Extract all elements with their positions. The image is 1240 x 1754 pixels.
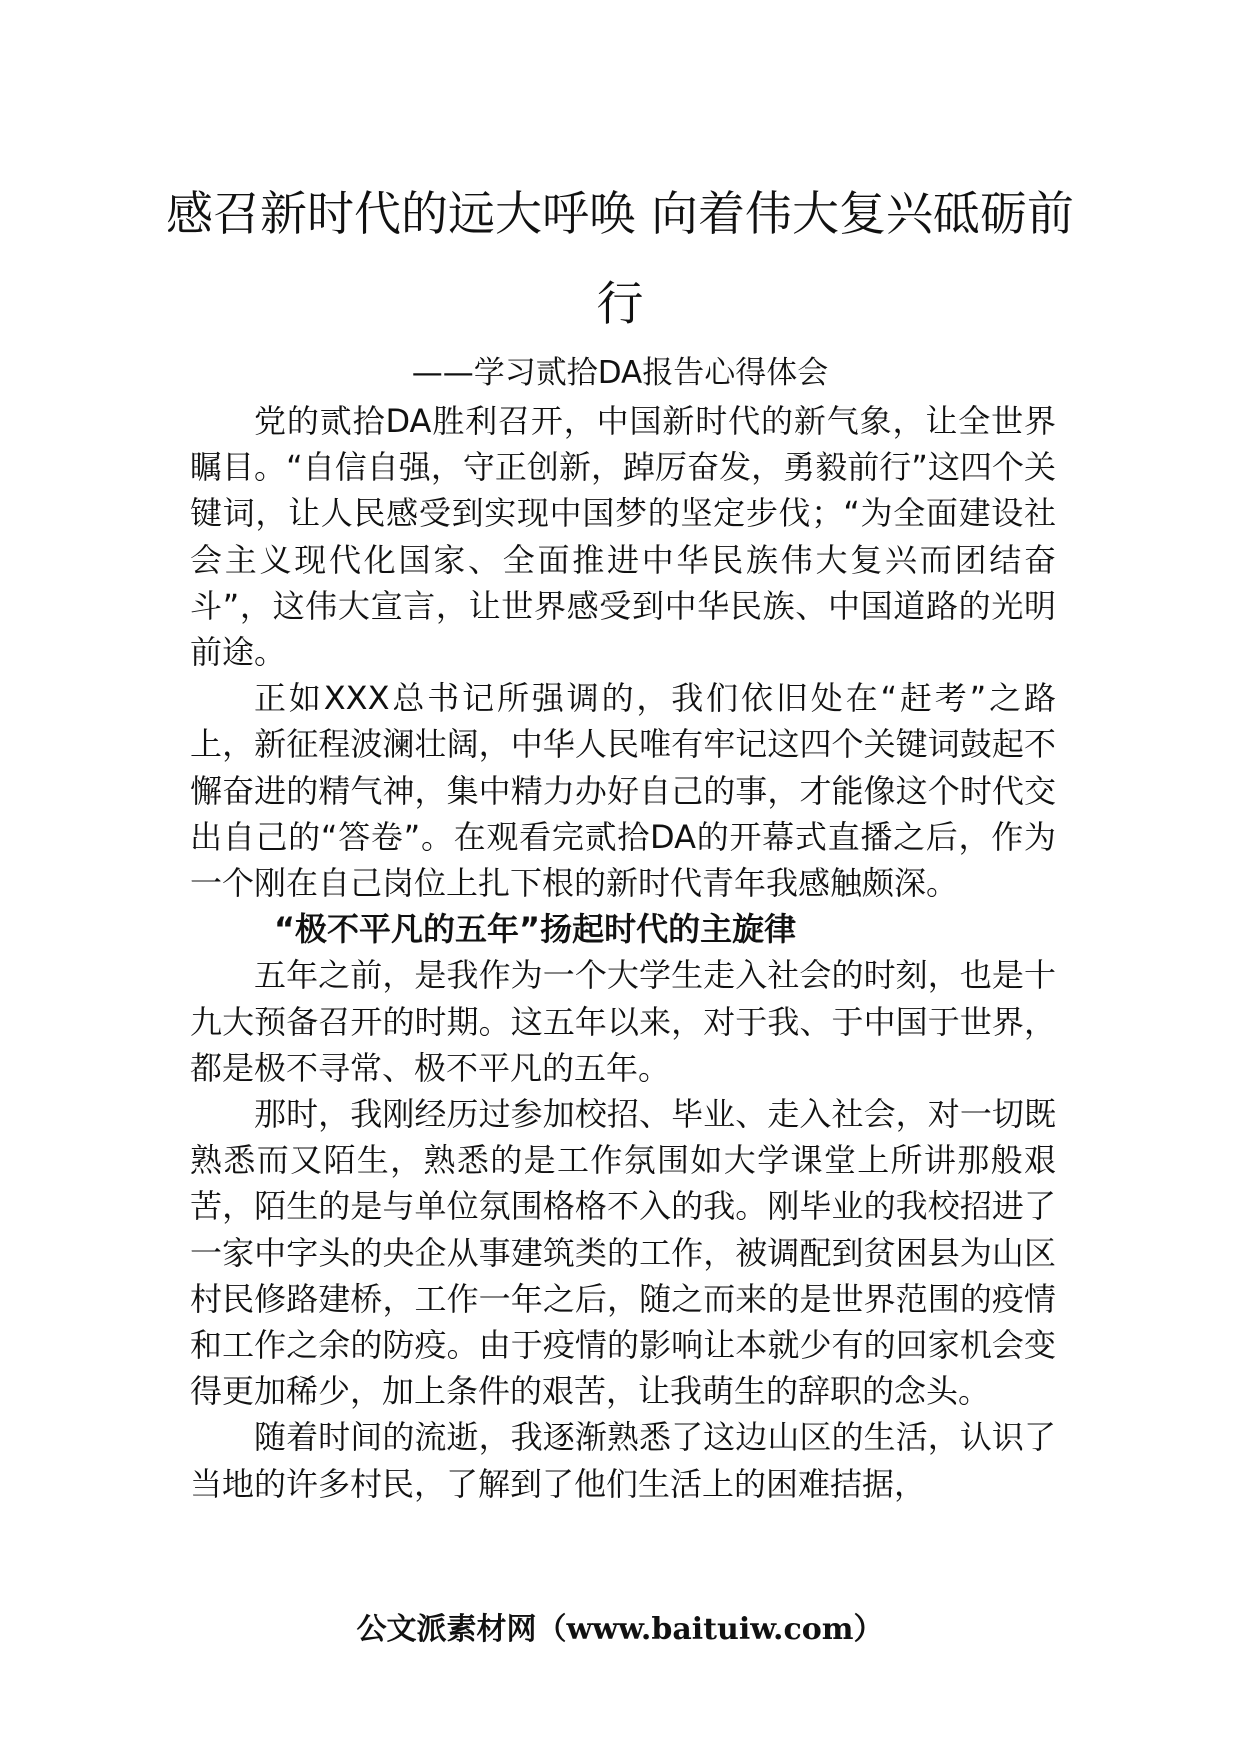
paragraph: 那时，我刚经历过参加校招、毕业、走入社会，对一切既熟悉而又陌生，熟悉的是工作氛围如大学课堂上所讲那般艰苦，陌生的是与单位氛围格格不入的我。刚毕业的我校招进了一家中字头的央企从事建筑类的工作，被调配到贫困县为山区村民修路建桥，工作一年之后，随之而来的是世界范围的疫情和工作之余的防疫。由于疫情的影响让本就少有的回家机会变得更加稀少，加上条件的艰苦，让我萌生的辞职的念头。	[190, 1095, 1056, 1411]
document-subtitle: ——学习贰拾DA报告心得体会	[411, 355, 829, 391]
paragraph: 正如XXX总书记所强调的，我们依旧处在“赶考”之路上，新征程波澜壮阔，中华人民唯有牢记这四个关键词鼓起不懈奋进的精气神，集中精力办好自己的事，才能像这个时代交出自己的“答卷”。在观看完贰拾DA的开幕式直播之后，作为一个刚在自己岗位上扎下根的新时代青年我感触颇深。	[190, 679, 1056, 903]
paragraph: 党的贰拾DA胜利召开，中国新时代的新气象，让全世界瞩目。“自信自强，守正创新，踔厉奋发，勇毅前行”这四个关键词，让人民感受到实现中国梦的坚定步伐；“为全面建设社会主义现代化国家、全面推进中华民族伟大复兴而团结奋斗”，这伟大宣言，让世界感受到中华民族、中国道路的光明前途。	[190, 402, 1056, 672]
paragraph: 五年之前，是我作为一个大学生走入社会的时刻，也是十九大预备召开的时期。这五年以来，对于我、于中国于世界，都是极不寻常、极不平凡的五年。	[190, 956, 1056, 1087]
document-body	[190, 398, 1056, 1507]
page-footer-source: 公文派素材网（www.baituiw.com）	[356, 1612, 884, 1647]
paragraph: 随着时间的流逝，我逐渐熟悉了这边山区的生活，认识了当地的许多村民，了解到了他们生活上的困难拮据，	[190, 1418, 1056, 1503]
section-heading: “极不平凡的五年”扬起时代的主旋律	[274, 910, 797, 949]
document-title: 感召新时代的远大呼唤 向着伟大复兴砥砺前行	[166, 187, 1074, 332]
